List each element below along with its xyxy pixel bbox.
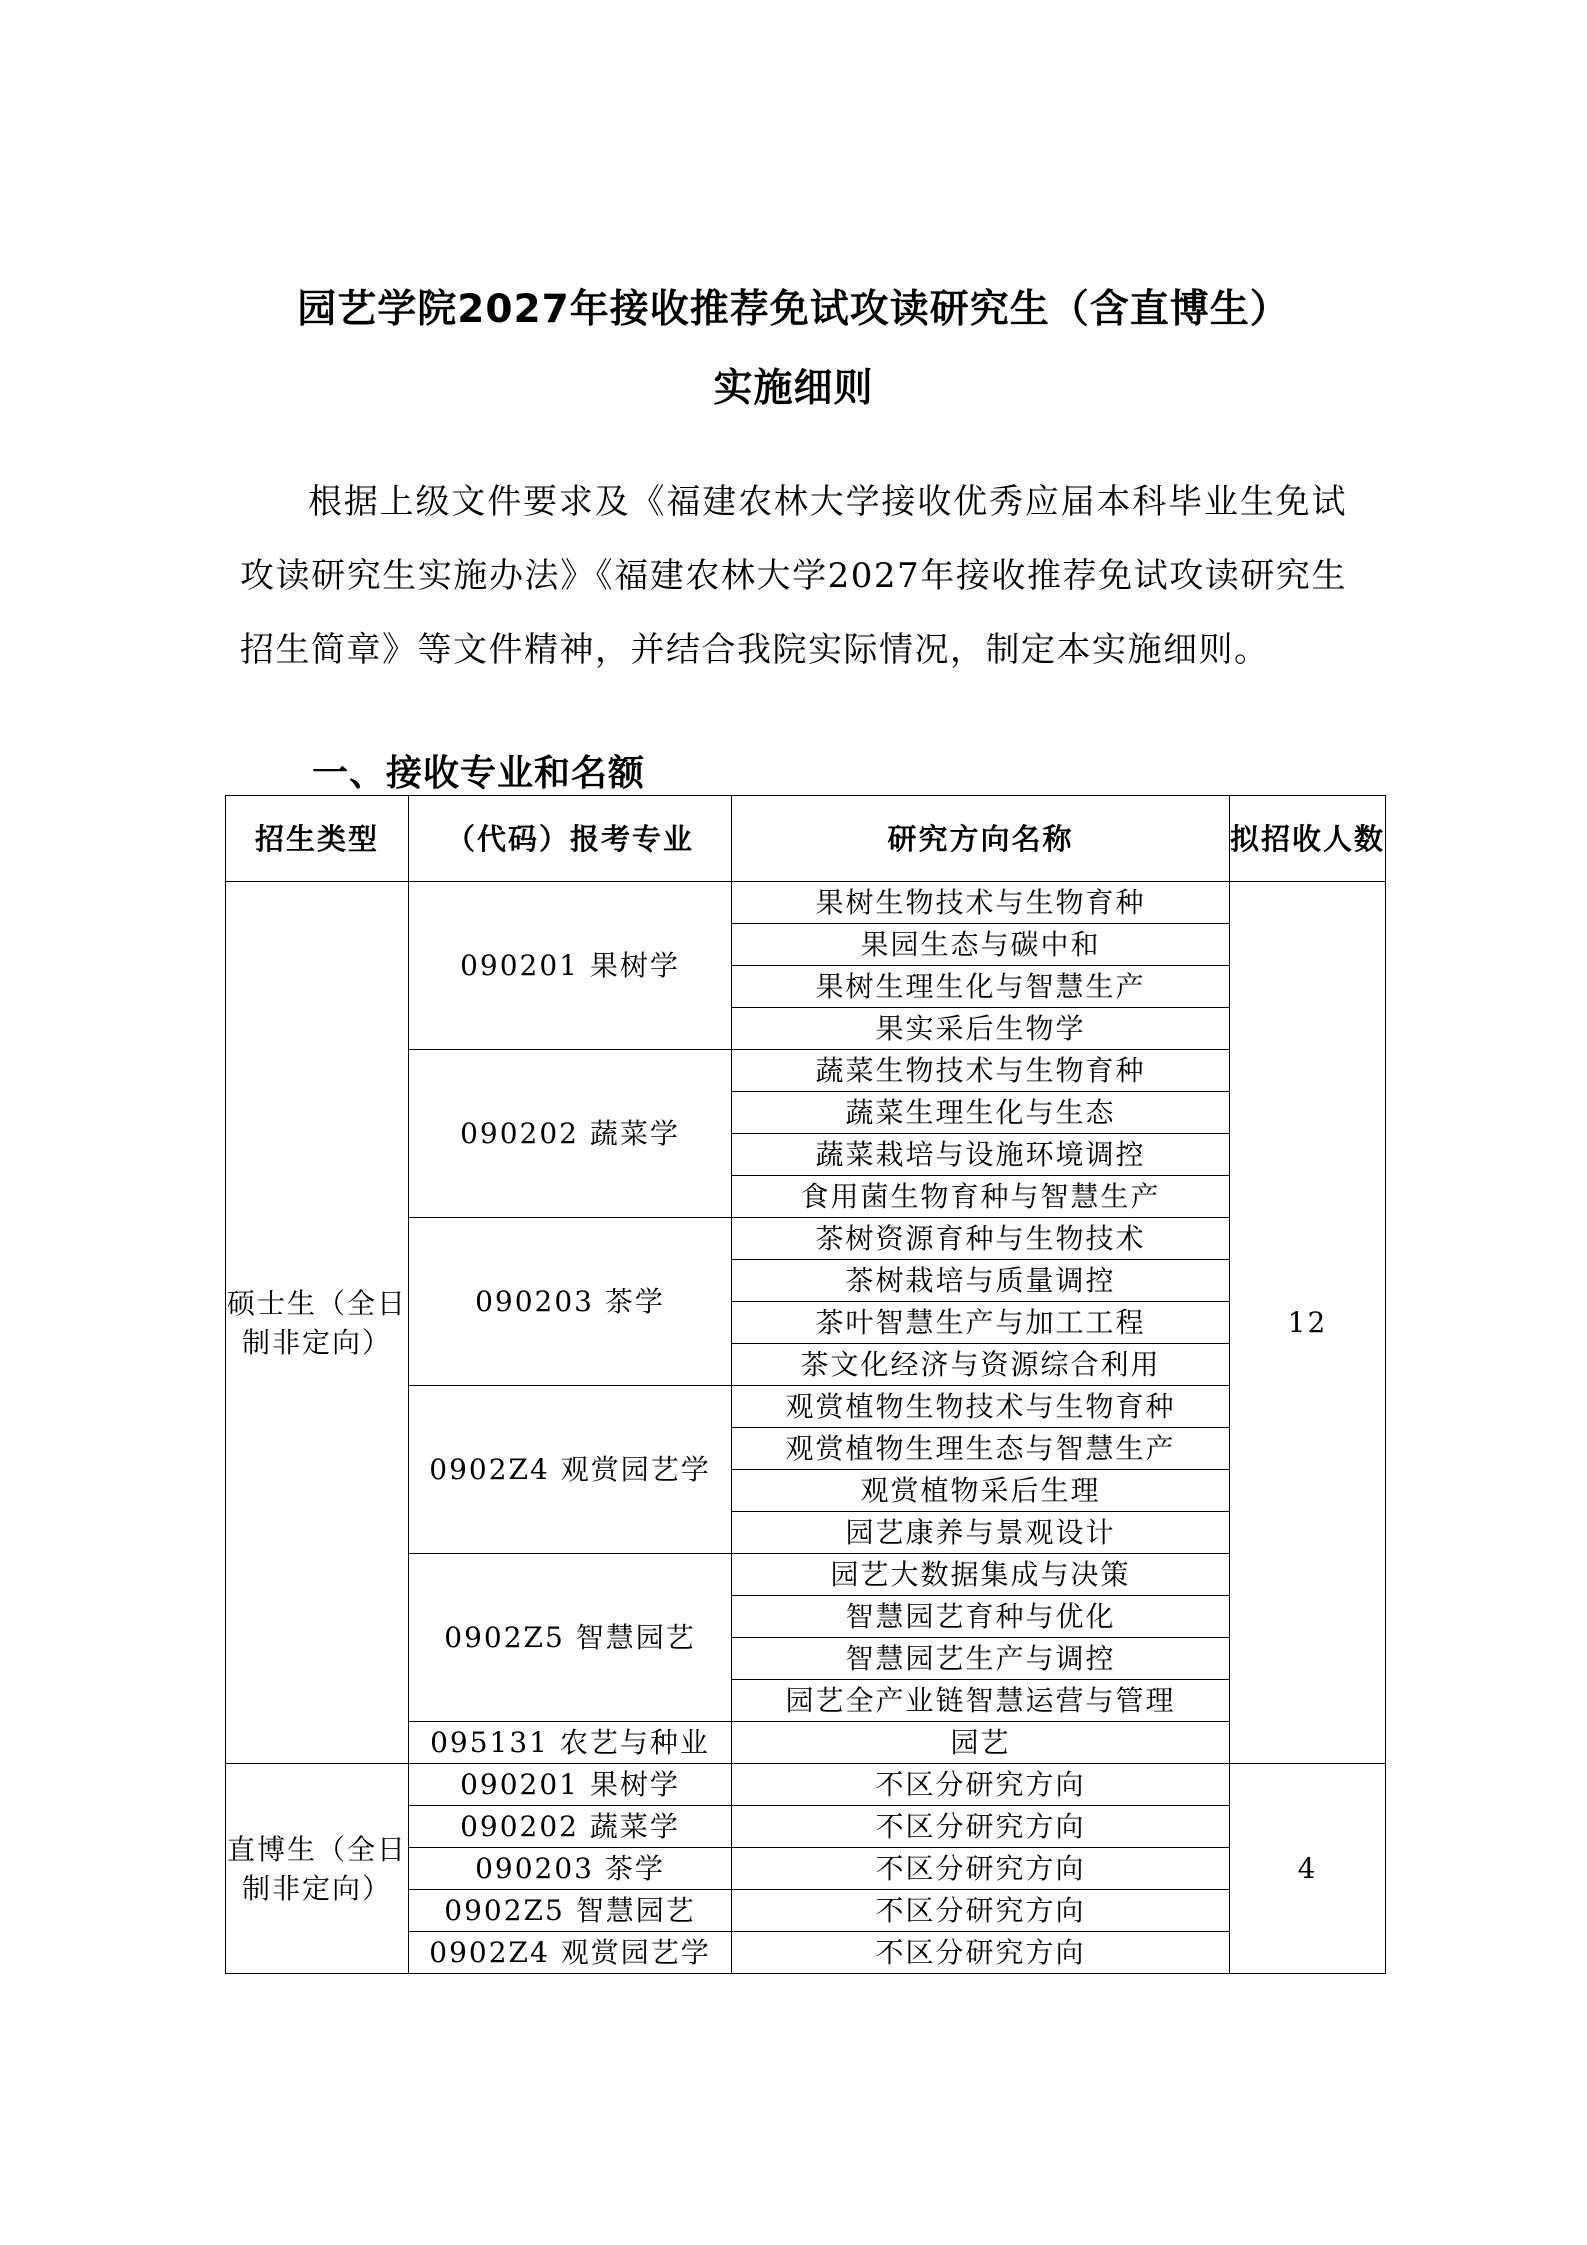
research-direction-cell: 茶树栽培与质量调控 <box>732 1260 1230 1302</box>
major-cell: 090201 果树学 <box>409 1764 732 1806</box>
admission-type-cell: 硕士生（全日制非定向） <box>226 882 409 1764</box>
research-direction-cell: 观赏植物生物技术与生物育种 <box>732 1386 1230 1428</box>
major-cell: 0902Z5 智慧园艺 <box>409 1890 732 1932</box>
major-cell: 0902Z5 智慧园艺 <box>409 1554 732 1722</box>
major-cell: 090202 蔬菜学 <box>409 1806 732 1848</box>
table-header-row <box>226 796 1386 882</box>
research-direction-cell: 果树生物技术与生物育种 <box>732 882 1230 924</box>
document-subtitle: 实施细则 <box>713 366 874 411</box>
research-direction-cell: 果实采后生物学 <box>732 1008 1230 1050</box>
quota-cell: 4 <box>1230 1764 1386 1974</box>
major-cell: 090201 果树学 <box>409 882 732 1050</box>
major-cell: 090203 茶学 <box>409 1218 732 1386</box>
research-direction-cell: 不区分研究方向 <box>732 1764 1230 1806</box>
header-quota: 拟招收人数 <box>1230 796 1386 882</box>
quota-table <box>225 795 1386 1974</box>
research-direction-cell: 园艺康养与景观设计 <box>732 1512 1230 1554</box>
research-direction-cell: 蔬菜栽培与设施环境调控 <box>732 1134 1230 1176</box>
research-direction-cell: 不区分研究方向 <box>732 1806 1230 1848</box>
research-direction-cell: 不区分研究方向 <box>732 1890 1230 1932</box>
research-direction-cell: 蔬菜生物技术与生物育种 <box>732 1050 1230 1092</box>
major-cell: 095131 农艺与种业 <box>409 1722 732 1764</box>
research-direction-cell: 不区分研究方向 <box>732 1932 1230 1974</box>
header-major: （代码）报考专业 <box>409 796 732 882</box>
table-row <box>226 882 1386 924</box>
research-direction-cell: 茶叶智慧生产与加工工程 <box>732 1302 1230 1344</box>
research-direction-cell: 果树生理生化与智慧生产 <box>732 966 1230 1008</box>
intro-paragraph: 根据上级文件要求及《福建农林大学接收优秀应届本科毕业生免试攻读研究生实施办法》《福建农林大学2027年接收推荐免试攻读研究生招生简章》等文件精神，并结合我院实际情况，制定本实施细则。 <box>240 482 1347 670</box>
research-direction-cell: 果园生态与碳中和 <box>732 924 1230 966</box>
research-direction-cell: 智慧园艺育种与优化 <box>732 1596 1230 1638</box>
research-direction-cell: 蔬菜生理生化与生态 <box>732 1092 1230 1134</box>
research-direction-cell: 不区分研究方向 <box>732 1848 1230 1890</box>
research-direction-cell: 园艺 <box>732 1722 1230 1764</box>
research-direction-cell: 智慧园艺生产与调控 <box>732 1638 1230 1680</box>
major-cell: 0902Z4 观赏园艺学 <box>409 1932 732 1974</box>
research-direction-cell: 观赏植物采后生理 <box>732 1470 1230 1512</box>
header-research-direction: 研究方向名称 <box>732 796 1230 882</box>
quota-table-body <box>226 882 1386 1974</box>
section-heading-quota: 一、接收专业和名额 <box>312 753 646 794</box>
research-direction-cell: 园艺全产业链智慧运营与管理 <box>732 1680 1230 1722</box>
quota-cell: 12 <box>1230 882 1386 1764</box>
major-cell: 090202 蔬菜学 <box>409 1050 732 1218</box>
research-direction-cell: 茶树资源育种与生物技术 <box>732 1218 1230 1260</box>
major-cell: 090203 茶学 <box>409 1848 732 1890</box>
major-cell: 0902Z4 观赏园艺学 <box>409 1386 732 1554</box>
admission-type-cell: 直博生（全日制非定向） <box>226 1764 409 1974</box>
research-direction-cell: 茶文化经济与资源综合利用 <box>732 1344 1230 1386</box>
research-direction-cell: 食用菌生物育种与智慧生产 <box>732 1176 1230 1218</box>
document-title: 园艺学院2027年接收推荐免试攻读研究生（含直博生） <box>297 287 1290 332</box>
research-direction-cell: 观赏植物生理生态与智慧生产 <box>732 1428 1230 1470</box>
table-row <box>226 1764 1386 1806</box>
research-direction-cell: 园艺大数据集成与决策 <box>732 1554 1230 1596</box>
header-admission-type: 招生类型 <box>226 796 409 882</box>
